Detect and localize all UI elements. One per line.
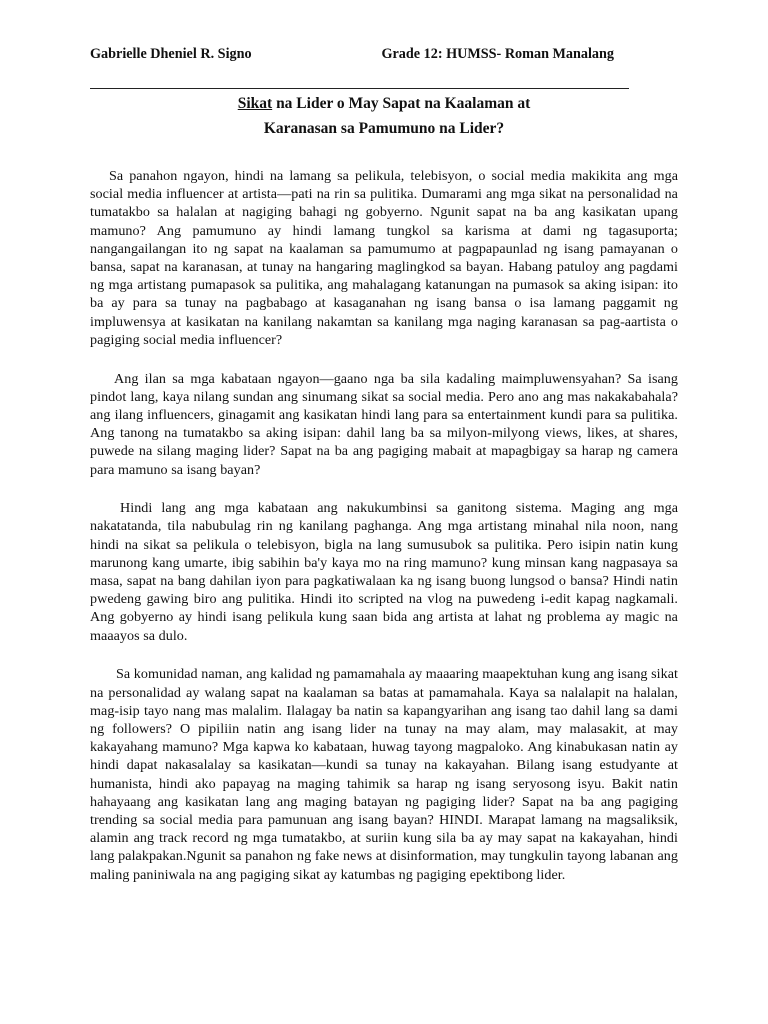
title-line-1-rest: na Lider o May Sapat na Kaalaman at	[272, 95, 531, 112]
title-line-1	[90, 91, 678, 116]
header-rule	[90, 88, 629, 89]
essay-title	[90, 91, 678, 141]
title-underlined-word: Sikat	[237, 95, 273, 112]
author-name: Gabrielle Dheniel R. Signo	[90, 46, 252, 62]
title-line-2: Karanasan sa Pamumuno na Lider?	[263, 120, 505, 137]
grade-section: Grade 12: HUMSS- Roman Manalang	[381, 46, 614, 62]
paragraph-3: Hindi lang ang mga kabataan ang nakukumbinsi sa ganitong sistema. Maging ang mga nakatatanda, tila nabubulag rin ng kanilang paghanga. Ang mga artistang minahal nila noon, nang hindi na sikat sa pelikula o telebisyon, bigla na lang sumusubok sa pulitika. Pero isipin natin kung marunong kang umarte, ibig sabihin ba'y kaya mo na ring mamuno? kung minsan kang nagpasaya sa masa, sapat na bang dahilan iyon para pagkatiwalaan ka ng isang buong lungsod o bansa? Hindi natin pwedeng gawing biro ang pulitika. Hindi ito scripted na vlog na puwedeng i-edit kapag nagkamali. Ang gobyerno ay hindi isang pelikula kung saan bida ang artista at lahat ng problema ay magic na maaayos sa dulo.	[90, 500, 678, 644]
document-header	[90, 44, 678, 64]
paragraph-1: Sa panahon ngayon, hindi na lamang sa pelikula, telebisyon, o social media makikita ang mga social media influencer at artista—pati na rin sa pulitika. Dumarami ang mga sikat na personalidad na tumatakbo sa halalan at nagiging bahagi ng gobyerno. Ngunit sapat na ba ang kasikatan upang mamuno? Ang pamumuno ay hindi lamang tungkol sa karisma at dami ng tagasuporta; nangangailangan ito ng sapat na kaalaman sa pamumumo at pagpapaunlad ng isang pamayanan o bansa, sapat na karanasan, at tunay na hangaring maglingkod sa bayan. Habang patuloy ang pagdami ng mga artistang pumapasok sa pulitika, ang mahalagang katanungan na pumasok sa aking isipan: ito ba ay para sa tunay na pagbabago at kasaganahan ng isang bansa o isa lamang paggamit ng impluwensya at kasikatan na kanilang nakamtan sa kanilang mga naging karanasan sa pag-aartista o pagiging social media influencer?	[90, 168, 678, 348]
paragraph-4: Sa komunidad naman, ang kalidad ng pamamahala ay maaaring maapektuhan kung ang isang sikat na personalidad ay walang sapat na kaalaman sa batas at pamamahala. Kaya sa nalalapit na halalan, mag-isip tayo nang mas malalim. Ilalagay ba natin sa kapangyarihan ang isang tao dahil lang sa dami ng followers? O pipiliin natin ang isang lider na tunay na may alam, may malasakit, at may kakayahang mamuno? Mga kapwa ko kabataan, huwag tayong magpaloko. Ang kinabukasan natin ay hindi dapat nakasalalay sa kasikatan—kundi sa tunay na kakayahan. Bilang isang estudyante at humanista, hindi ako papayag na maging tahimik sa harap ng isang seryosong isyu. Bakit natin hahayaang ang kasikatan lang ang maging batayan ng pagiging lider? Sapat na ba ang pagiging trending sa social media para pamunuan ang isang bayan? HINDI. Marapat lamang na magsaliksik, alamin ang track record ng mga tumatakbo, at suriin kung sila ba ay may sapat na kakayahan, hindi lang palakpakan.Ngunit sa panahon ng fake news at disinformation, may tungkulin tayong labanan ang maling paniniwala na ang pagiging sikat ay katumbas ng pagiging epektibong lider.	[90, 666, 678, 883]
paragraph-2: Ang ilan sa mga kabataan ngayon—gaano nga ba sila kadaling maimpluwensyahan? Sa isang pindot lang, kaya nilang sundan ang sinumang sikat sa social media. Pero ano ang mas nakakabahala? ang ilang influencers, ginagamit ang kasikatan hindi lang para sa entertainment kundi para sa pulitika. Ang tanong na tumatakbo sa aking isipan: dahil lang ba sa milyon-milyong views, likes, at shares, puwede na silang maging lider? Sapat na ba ang pagiging mabait at mapagbigay sa harap ng camera para mamuno sa isang bayan?	[90, 370, 678, 478]
essay-body	[90, 167, 678, 884]
